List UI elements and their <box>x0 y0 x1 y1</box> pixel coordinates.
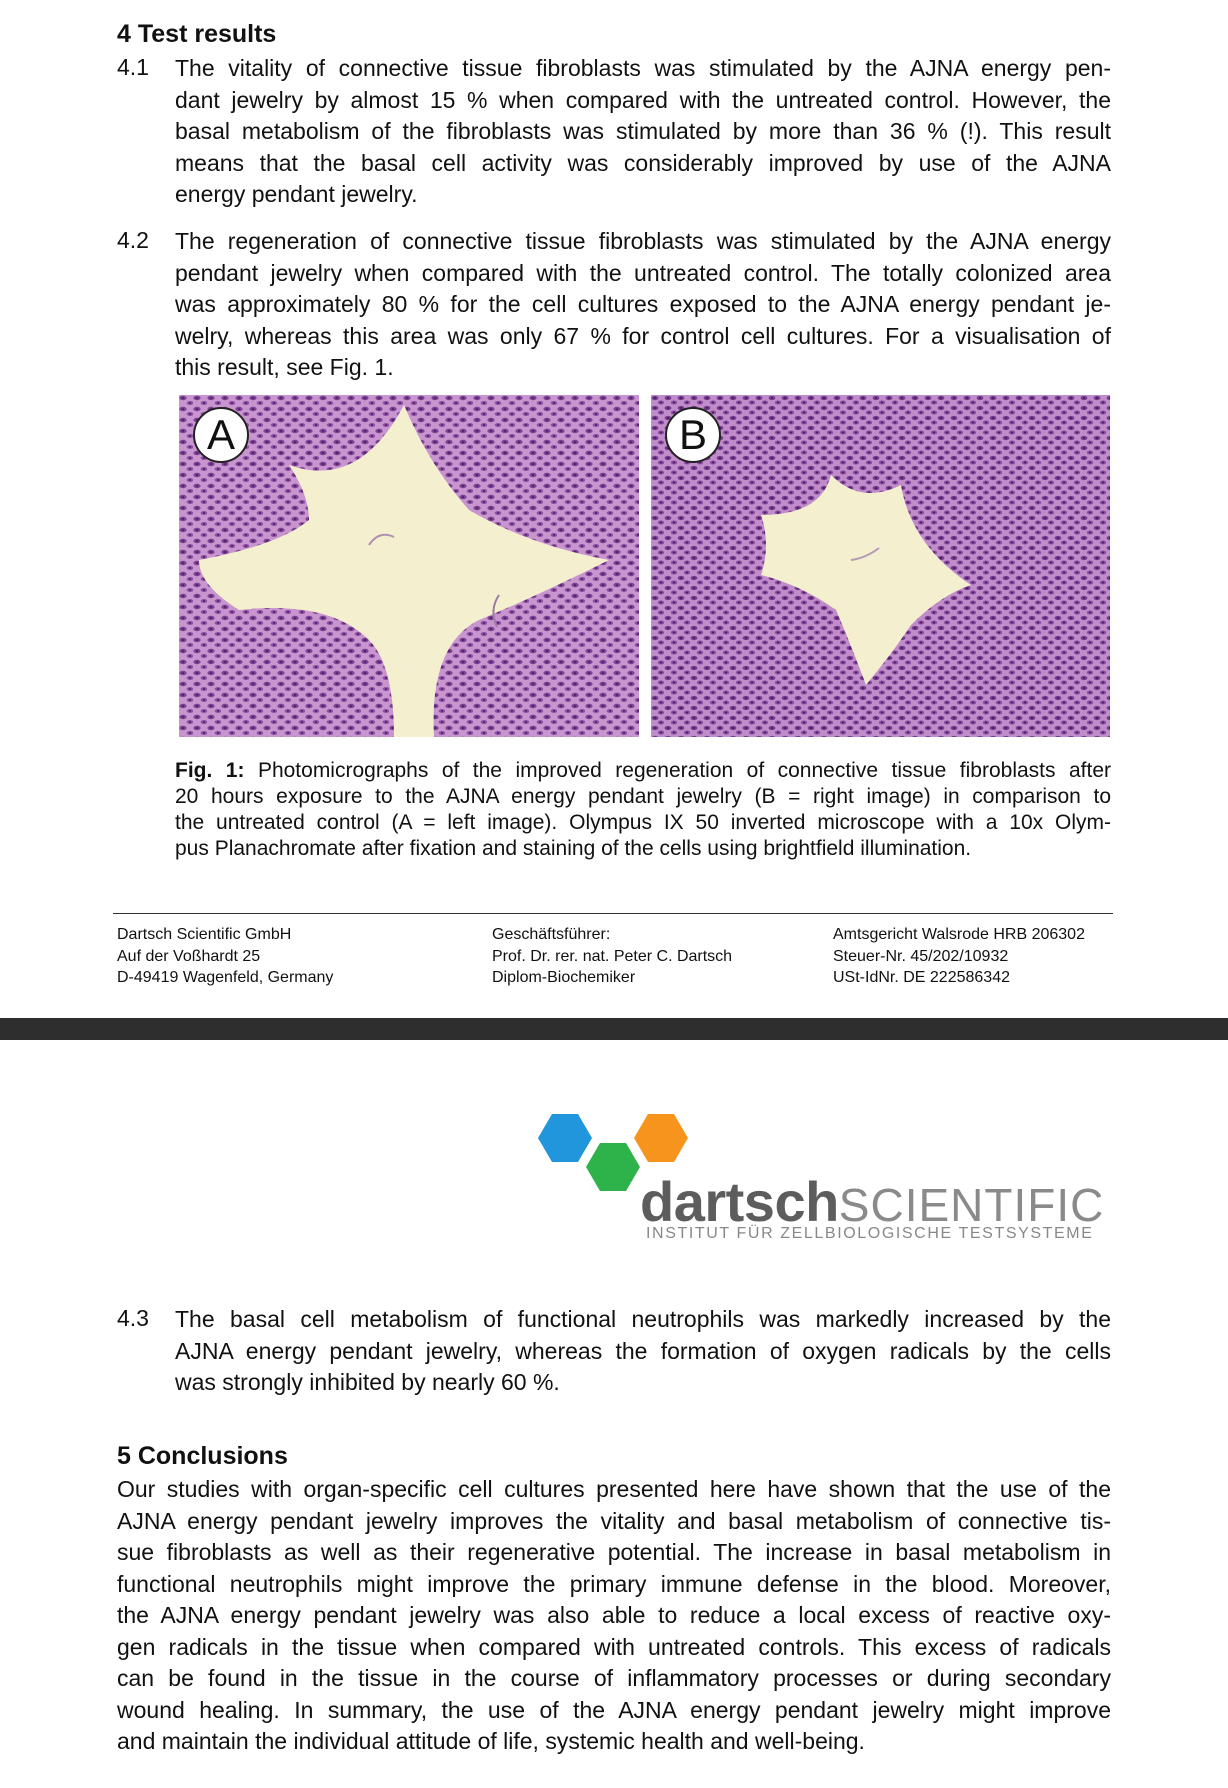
text-line: was approximately 80 % for the cell cultures exposed to the AJNA energy pendant je- <box>175 291 1111 317</box>
text-line: AJNA energy pendant jewelry, whereas the formation of oxygen radicals by the cells <box>175 1337 1111 1364</box>
item-number-4-2: 4.2 <box>117 227 149 253</box>
footer-line: Prof. Dr. rer. nat. Peter C. Dartsch <box>492 947 733 965</box>
text-line: can be found in the tissue in the course of inflammatory processes or during secondary <box>117 1665 1111 1691</box>
caption-label: Fig. 1: <box>175 759 245 782</box>
text-line: pus Planachromate after fixation and staining of the cells using brightfield illumination. <box>175 837 972 860</box>
text-line: wound healing. In summary, the use of the AJNA energy pendant jewelry might improve <box>117 1696 1111 1723</box>
footer-management <box>492 924 732 989</box>
green-hexagon <box>586 1143 640 1191</box>
text-line: was strongly inhibited by nearly 60 %. <box>175 1369 560 1395</box>
paragraph-4-3 <box>175 1304 1111 1399</box>
figure-label-b: B <box>665 407 721 463</box>
section-4-heading: 4 Test results <box>117 20 277 48</box>
footer-line: Diplom-Biochemiker <box>492 969 636 986</box>
orange-hexagon <box>634 1114 688 1162</box>
text-line: energy pendant jewelry. <box>175 181 418 207</box>
text-line <box>175 758 1111 784</box>
footer-company <box>117 924 333 989</box>
footer-line: D-49419 Wagenfeld, Germany <box>117 969 334 986</box>
text-line: dant jewelry by almost 15 % when compared with the untreated control. However, the <box>175 86 1111 113</box>
footer-line: Amtsgericht Walsrode HRB 206302 <box>833 926 1085 943</box>
footer-line: Steuer-Nr. 45/202/10932 <box>833 947 1009 965</box>
item-number-4-1: 4.1 <box>117 54 149 80</box>
logo-word-bold: dartsch <box>640 1170 839 1233</box>
text-line: sue fibroblasts as well as their regenerative potential. The increase in basal metabolism in <box>117 1539 1111 1565</box>
conclusions-paragraph <box>117 1474 1111 1758</box>
caption-text: Photomicrographs of the improved regeneration of connective tissue fibroblasts after <box>257 759 1111 782</box>
footer-line: USt-IdNr. DE 222586342 <box>833 969 1010 986</box>
text-line: functional neutrophils might improve the primary immune defense in the blood. Moreover, <box>117 1570 1111 1597</box>
text-line: AJNA energy pendant jewelry improves the vitality and basal metabolism of connective tis- <box>117 1507 1111 1534</box>
text-line: this result, see Fig. 1. <box>175 354 394 380</box>
figure-caption <box>175 758 1111 862</box>
footer-line: Dartsch Scientific GmbH <box>117 926 292 943</box>
photomicrograph-a <box>179 395 639 737</box>
section-5-heading: 5 Conclusions <box>117 1442 288 1470</box>
footer-rule <box>113 913 1113 914</box>
footer-line: Auf der Voßhardt 25 <box>117 947 261 965</box>
item-number-4-3: 4.3 <box>117 1305 149 1331</box>
text-line: Our studies with organ-specific cell cultures presented here have shown that the use of the <box>117 1476 1111 1502</box>
text-line: pendant jewelry when compared with the untreated control. The totally colonized area <box>175 259 1111 286</box>
text-line: welry, whereas this area was only 67 % for control cell cultures. For a visualisation of <box>175 322 1111 349</box>
paragraph-4-2 <box>175 226 1111 384</box>
logo-subtitle: INSTITUT FÜR ZELLBIOLOGISCHE TESTSYSTEME <box>646 1225 1094 1242</box>
text-line: the untreated control (A = left image). Olympus IX 50 inverted microscope with a 10x Olym- <box>175 811 1111 834</box>
text-line: the AJNA energy pendant jewelry was also able to reduce a local excess of reactive oxy- <box>117 1602 1111 1628</box>
text-line: The regeneration of connective tissue fibroblasts was stimulated by the AJNA energy <box>175 228 1111 254</box>
text-line: 20 hours exposure to the AJNA energy pendant jewelry (B = right image) in comparison to <box>175 785 1111 808</box>
blue-hexagon <box>538 1114 592 1162</box>
photomicrograph-b <box>651 395 1110 737</box>
footer-registration <box>833 924 1085 989</box>
text-line: and maintain the individual attitude of life, systemic health and well-being. <box>117 1728 865 1754</box>
text-line: gen radicals in the tissue when compared with untreated controls. This excess of radicals <box>117 1633 1111 1660</box>
paragraph-4-1 <box>175 53 1111 211</box>
text-line: basal metabolism of the fibroblasts was stimulated by more than 36 % (!). This result <box>175 118 1111 144</box>
figure-label-a: A <box>193 407 249 463</box>
text-line: The basal cell metabolism of functional neutrophils was markedly increased by the <box>175 1306 1111 1332</box>
text-line: means that the basal cell activity was considerably improved by use of the AJNA <box>175 149 1111 176</box>
page-separator <box>0 1018 1228 1040</box>
text-line: The vitality of connective tissue fibroblasts was stimulated by the AJNA energy pen- <box>175 55 1111 81</box>
footer-line: Geschäftsführer: <box>492 926 611 943</box>
logo-word-light: SCIENTIFIC <box>838 1179 1105 1231</box>
